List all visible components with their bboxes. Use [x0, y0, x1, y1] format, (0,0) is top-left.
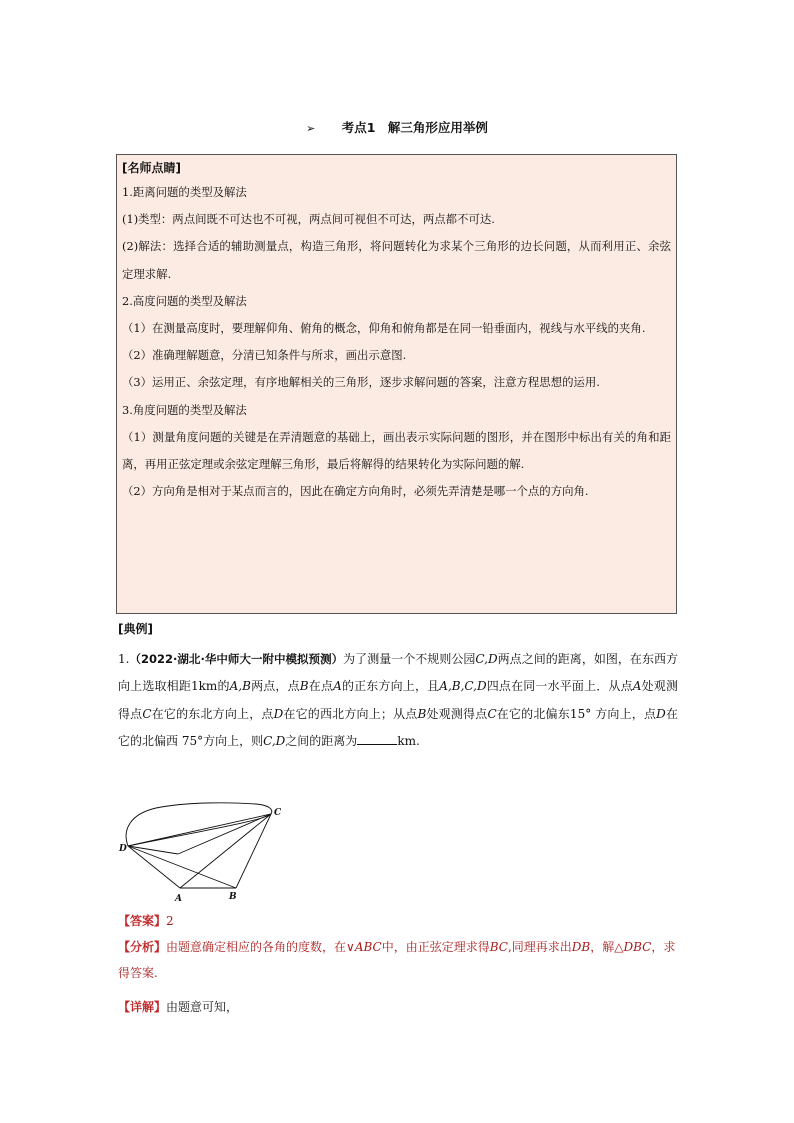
section-heading	[0, 118, 794, 136]
problem-fragment: 处观测得点	[426, 706, 488, 721]
tips-line: 1.距离问题的类型及解法	[122, 185, 247, 199]
segment-D-mid	[128, 846, 178, 854]
math-var: A	[333, 679, 342, 694]
tips-box-tag: [名师点睛]	[122, 161, 181, 175]
point-label-C: C	[274, 808, 282, 818]
math-var: BC	[489, 940, 508, 954]
example-label: [典例]	[118, 622, 153, 636]
point-label-B: B	[229, 892, 237, 902]
problem-fragment: 处观测得点	[118, 679, 678, 721]
analysis-fragment: ，求得答案.	[118, 940, 676, 980]
problem-fragment: 两点之间的距离，如图，在东西方向上选取相距1km的	[118, 652, 678, 694]
tips-line: (2)解法：选择合适的辅助测量点，构造三角形，将问题转化为求某个三角形的边长问题，从而利用正、余弦定理求解.	[122, 239, 671, 281]
problem-fragment: 在它的西北方向上；从点	[283, 706, 418, 721]
problem-number: 1.	[118, 652, 130, 666]
answer-line	[118, 908, 678, 934]
analysis-fragment: ，解	[590, 940, 615, 954]
math-var: △DBC	[614, 940, 652, 954]
math-var: C,D	[263, 734, 286, 749]
segment-AC	[180, 814, 271, 888]
detail-text: 由题意可知，	[166, 1000, 239, 1014]
problem-fragment: 为了测量一个不规则公园	[343, 652, 476, 666]
tips-box	[116, 154, 677, 614]
park-boundary	[126, 803, 272, 846]
tips-line: 2.高度问题的类型及解法	[122, 293, 247, 308]
math-var: C,D	[475, 652, 498, 666]
problem-fragment: 在它的东北方向上，点	[151, 706, 274, 721]
tips-line: （2）方向角是相对于某点而言的，因此在确定方向角时，必须先弄清楚是哪一个点的方向角.	[122, 484, 589, 499]
answer-blank	[357, 732, 397, 745]
tips-line: （1）测量角度问题的关键是在弄清题意的基础上，画出表示实际问题的图形，并在图形中标出有关的角和距离，再用正弦定理或余弦定理解三角形，最后将解得的结果转化为实际问题的解.	[122, 429, 671, 472]
segment-DA	[128, 846, 180, 888]
analysis-fragment: ,同理再求出	[507, 940, 572, 954]
point-label-D: D	[119, 844, 127, 854]
tips-line: （3）运用正、余弦定理，有序地解相关的三角形，逐步求解问题的答案，注意方程思想的运用.	[122, 375, 600, 390]
point-label-A: A	[175, 894, 182, 904]
tips-line: （2）准确理解题意，分清已知条件与所求，画出示意图.	[122, 348, 407, 363]
tips-line: （1）在测量高度时，要理解仰角、俯角的概念，仰角和俯角都是在同一铅垂面内，视线与水平线的夹角.	[122, 321, 646, 336]
geometry-figure	[116, 800, 294, 910]
math-var: A,B,C,D	[439, 679, 487, 694]
detail-line	[118, 994, 678, 1020]
math-var: C	[487, 706, 497, 721]
problem-fragment: 在点	[308, 679, 334, 694]
problem-fragment: 在它的北偏西 75°方向上，则	[118, 706, 678, 749]
kaodian-number: 考点1	[341, 120, 376, 135]
analysis-paragraph	[118, 934, 678, 986]
math-var: B	[299, 679, 309, 694]
problem-fragment: 四点在同一水平面上．从点	[486, 679, 633, 694]
math-var: B	[417, 706, 427, 721]
math-var: DB	[571, 940, 591, 954]
detail-tag: 【详解】	[118, 1000, 167, 1014]
tips-line: (1)类型：两点间既不可达也不可视，两点间可视但不可达，两点都不可达.	[122, 212, 495, 227]
math-var: D	[273, 706, 284, 721]
problem-source: （2022·湖北·华中师大一附中模拟预测）	[129, 652, 344, 666]
math-var: D	[656, 706, 666, 721]
segment-DC	[128, 814, 271, 846]
math-var: A	[632, 679, 642, 694]
math-var: C	[142, 706, 152, 721]
answer-tag: 【答案】	[118, 914, 167, 928]
tips-line: 3.角度问题的类型及解法	[122, 402, 247, 417]
analysis-fragment: 中，由正弦定理求得	[381, 940, 490, 954]
section-title: 解三角形应用举例	[387, 120, 488, 135]
problem-text	[118, 646, 678, 756]
problem-unit: km.	[397, 734, 420, 749]
analysis-tag: 【分析】	[118, 940, 167, 954]
math-var: A,B	[229, 679, 251, 694]
segment-BC	[236, 814, 271, 888]
problem-fragment: 在它的北偏东15° 方向上，点	[496, 706, 657, 721]
geometry-svg	[116, 800, 294, 910]
math-var: ∨ABC	[346, 940, 382, 954]
segment-mid-C	[178, 814, 271, 854]
arrow-bullet-icon: ➢	[306, 122, 316, 135]
problem-fragment: 的正东方向上，且	[341, 679, 440, 694]
analysis-fragment: 由题意确定相应的各角的度数，在	[166, 940, 347, 954]
problem-fragment: 两点，点	[250, 679, 300, 694]
answer-value: 2	[166, 914, 174, 928]
problem-fragment: 之间的距离为	[285, 734, 358, 749]
